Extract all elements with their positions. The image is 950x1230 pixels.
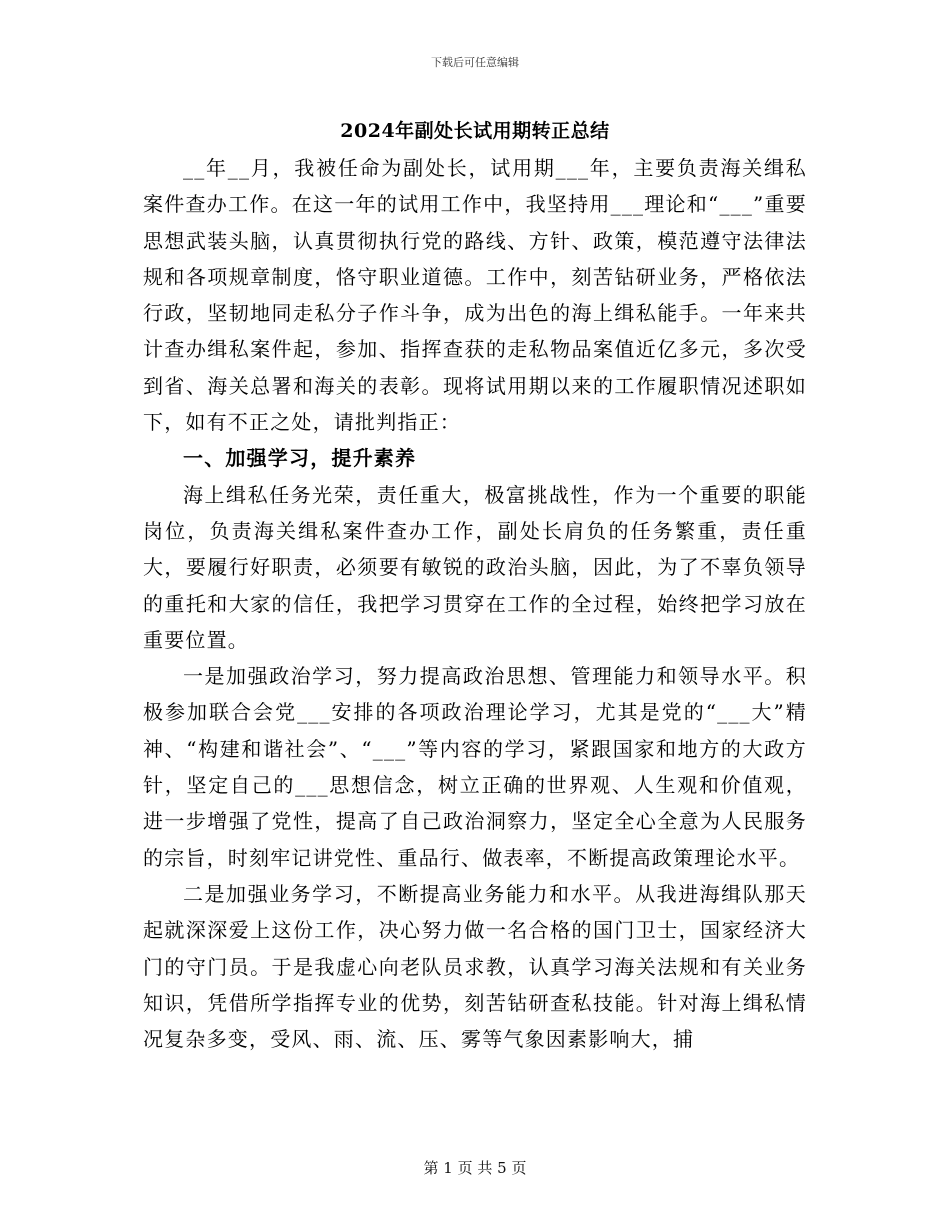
document-title: 2024年副处长试用期转正总结 bbox=[340, 120, 610, 142]
paragraph-intro: __年__月，我被任命为副处长，试用期___年，主要负责海关缉私案件查办工作。在这一年的试用工作中，我坚持用___理论和“___”重要思想武装头脑，认真贯彻执行党的路线、方针、政策，模范遵守法律法规和各项规章制度，恪守职业道德。工作中，刻苦钻研业务，严格依法行政，坚韧地同走私分子作斗争，成为出色的海上缉私能手。一年来共计查办缉私案件起，参加、指挥查获的走私物品案值近亿多元，多次受到省、海关总署和海关的表彰。现将试用期以来的工作履职情况述职如下，如有不正之处，请批判指正： bbox=[143, 156, 807, 435]
page-number-footer: 第 1 页 共 5 页 bbox=[423, 1159, 527, 1177]
document-body bbox=[143, 150, 807, 1057]
paragraph-section-intro: 海上缉私任务光荣，责任重大，极富挑战性，作为一个重要的职能岗位，负责海关缉私案件查办工作，副处长肩负的任务繁重，责任重大，要履行好职责，必须要有敏锐的政治头脑，因此，为了不辜负领导的重托和大家的信任，我把学习贯穿在工作的全过程，始终把学习放在重要位置。 bbox=[143, 482, 807, 652]
paragraph-business-study: 二是加强业务学习，不断提高业务能力和水平。从我进海缉队那天起就深深爱上这份工作，决心努力做一名合格的国门卫士，国家经济大门的守门员。于是我虚心向老队员求教，认真学习海关法规和有关业务知识，凭借所学指挥专业的优势，刻苦钻研查私技能。针对海上缉私情况复杂多变，受风、雨、流、压、雾等气象因素影响大，捕 bbox=[143, 881, 807, 1052]
download-note: 下载后可任意编辑 bbox=[431, 56, 519, 69]
paragraph-political-study: 一是加强政治学习，努力提高政治思想、管理能力和领导水平。积极参加联合会党___安排的各项政治理论学习，尤其是党的“___大”精神、“构建和谐社会”、“___”等内容的学习，紧跟国家和地方的大政方针，坚定自己的___思想信念，树立正确的世界观、人生观和价值观，进一步增强了党性，提高了自己政治洞察力，坚定全心全意为人民服务的宗旨，时刻牢记讲党性、重品行、做表率，不断提高政策理论水平。 bbox=[143, 664, 807, 870]
section-heading-1: 一、加强学习，提升素养 bbox=[183, 446, 417, 471]
